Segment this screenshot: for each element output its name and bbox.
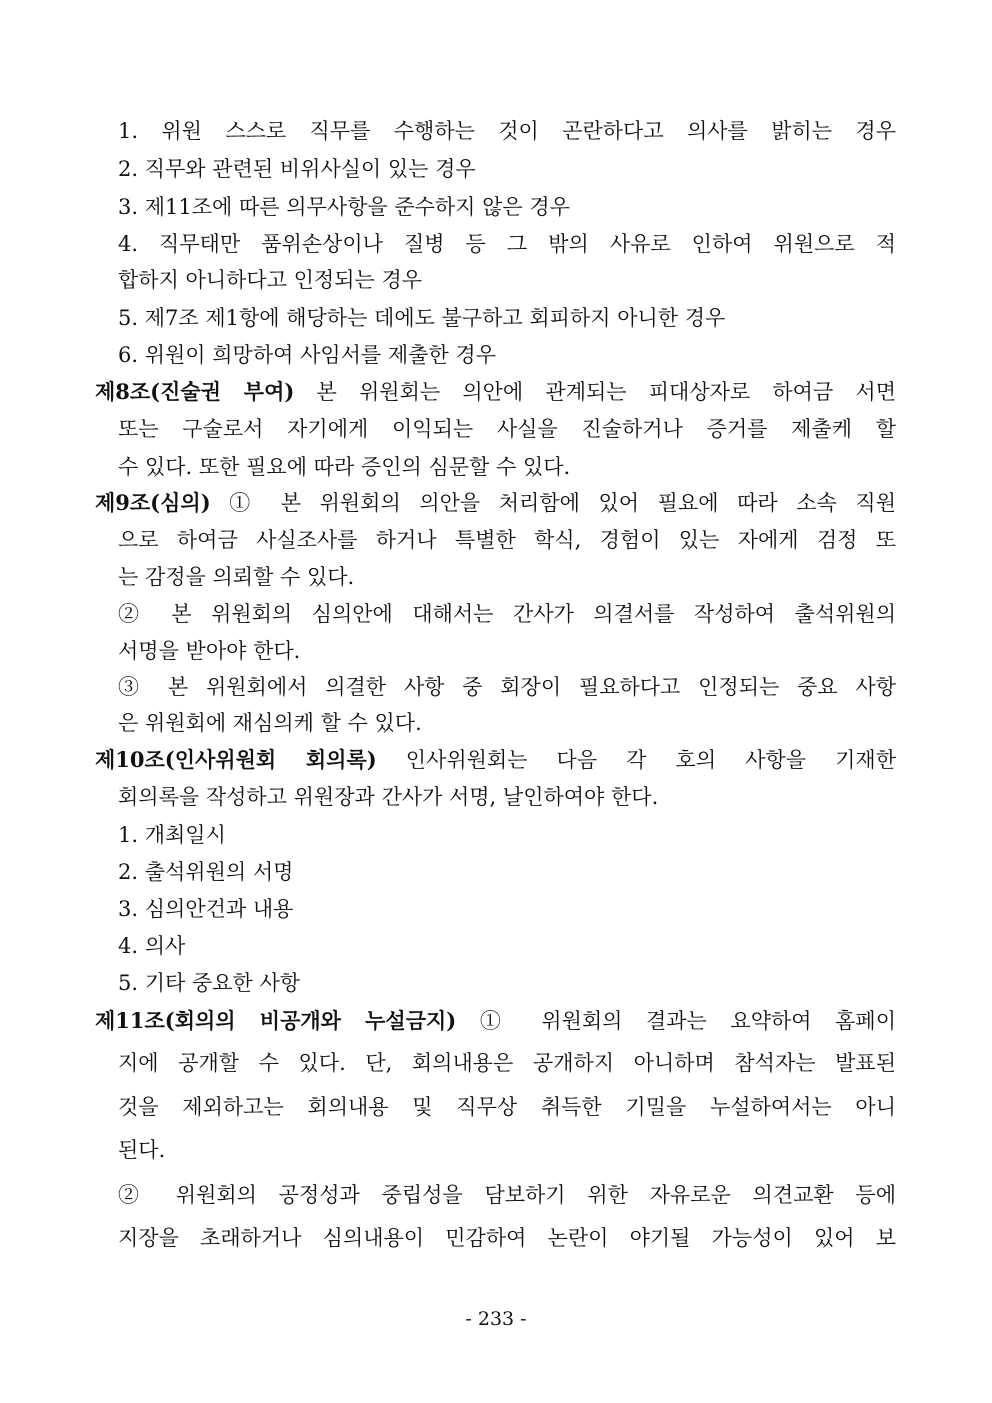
text-line: ② 위원회의 공정성과 중립성을 담보하기 위한 자유로운 의견교환 등에 <box>118 1183 896 1207</box>
text-line: ① 본 위원회의 의안을 처리함에 있어 필요에 따라 소속 직원 <box>229 491 896 515</box>
text-line: 된다. <box>118 1138 166 1162</box>
text-line: 또는 구술로서 자기에게 이익되는 사실을 진술하거나 증거를 제출케 할 <box>118 417 896 441</box>
list-item: 2. 출석위원의 서명 <box>118 860 294 884</box>
list-item: 1. 위원 스스로 직무를 수행하는 것이 곤란하다고 의사를 밝히는 경우 <box>118 119 896 143</box>
text-line: ① 위원회의 결과는 요약하여 홈페이 <box>479 1009 896 1033</box>
article-8-first-line <box>95 377 896 407</box>
list-item: 4. 의사 <box>118 934 186 958</box>
article-9-heading: 제9조(심의) <box>95 490 211 515</box>
list-item: 4. 직무태만 품위손상이나 질병 등 그 밖의 사유로 인하여 위원으로 적 <box>118 232 896 256</box>
article-11-first-line <box>95 1006 896 1036</box>
list-item: 5. 제7조 제1항에 해당하는 데에도 불구하고 회피하지 아니한 경우 <box>118 306 726 330</box>
text-line: ③ 본 위원회에서 의결한 사항 중 회장이 필요하다고 인정되는 중요 사항 <box>118 675 896 699</box>
text-line: ② 본 위원회의 심의안에 대해서는 간사가 의결서를 작성하여 출석위원의 <box>118 602 896 626</box>
article-11-heading: 제11조(회의의 비공개와 누설금지) <box>95 1008 457 1033</box>
text-line: 지장을 초래하거나 심의내용이 민감하여 논란이 야기될 가능성이 있어 보 <box>118 1226 896 1250</box>
text-line: 서명을 받아야 한다. <box>118 639 301 663</box>
page-number: - 233 - <box>465 1308 527 1330</box>
list-item: 3. 심의안건과 내용 <box>118 897 294 921</box>
list-item: 1. 개최일시 <box>118 823 226 847</box>
article-10-first-line <box>95 745 896 775</box>
text-line: 는 감정을 의뢰할 수 있다. <box>118 565 355 589</box>
text-line: 회의록을 작성하고 위원장과 간사가 서명, 날인하여야 한다. <box>118 785 659 809</box>
list-item: 2. 직무와 관련된 비위사실이 있는 경우 <box>118 157 476 181</box>
list-item: 3. 제11조에 따른 의무사항을 준수하지 않은 경우 <box>118 195 570 219</box>
article-9-first-line <box>95 488 896 518</box>
text-line: 것을 제외하고는 회의내용 및 직무상 취득한 기밀을 누설하여서는 아니 <box>118 1095 896 1119</box>
text-line: 인사위원회는 다음 각 호의 사항을 기재한 <box>405 748 896 772</box>
text-line: 합하지 아니하다고 인정되는 경우 <box>118 268 423 292</box>
text-line: 수 있다. 또한 필요에 따라 증인의 심문할 수 있다. <box>118 455 571 479</box>
list-item: 6. 위원이 희망하여 사임서를 제출한 경우 <box>118 343 496 367</box>
text-line: 본 위원회는 의안에 관계되는 피대상자로 하여금 서면 <box>316 380 897 404</box>
article-8-heading: 제8조(진술권 부여) <box>95 379 295 404</box>
article-10-heading: 제10조(인사위원회 회의록) <box>95 747 377 772</box>
list-item: 5. 기타 중요한 사항 <box>118 971 301 995</box>
text-line: 지에 공개할 수 있다. 단, 회의내용은 공개하지 아니하며 참석자는 발표된 <box>118 1051 896 1075</box>
text-line: 으로 하여금 사실조사를 하거나 특별한 학식, 경험이 있는 자에게 검정 또 <box>118 528 896 552</box>
text-line: 은 위원회에 재심의케 할 수 있다. <box>118 711 422 735</box>
